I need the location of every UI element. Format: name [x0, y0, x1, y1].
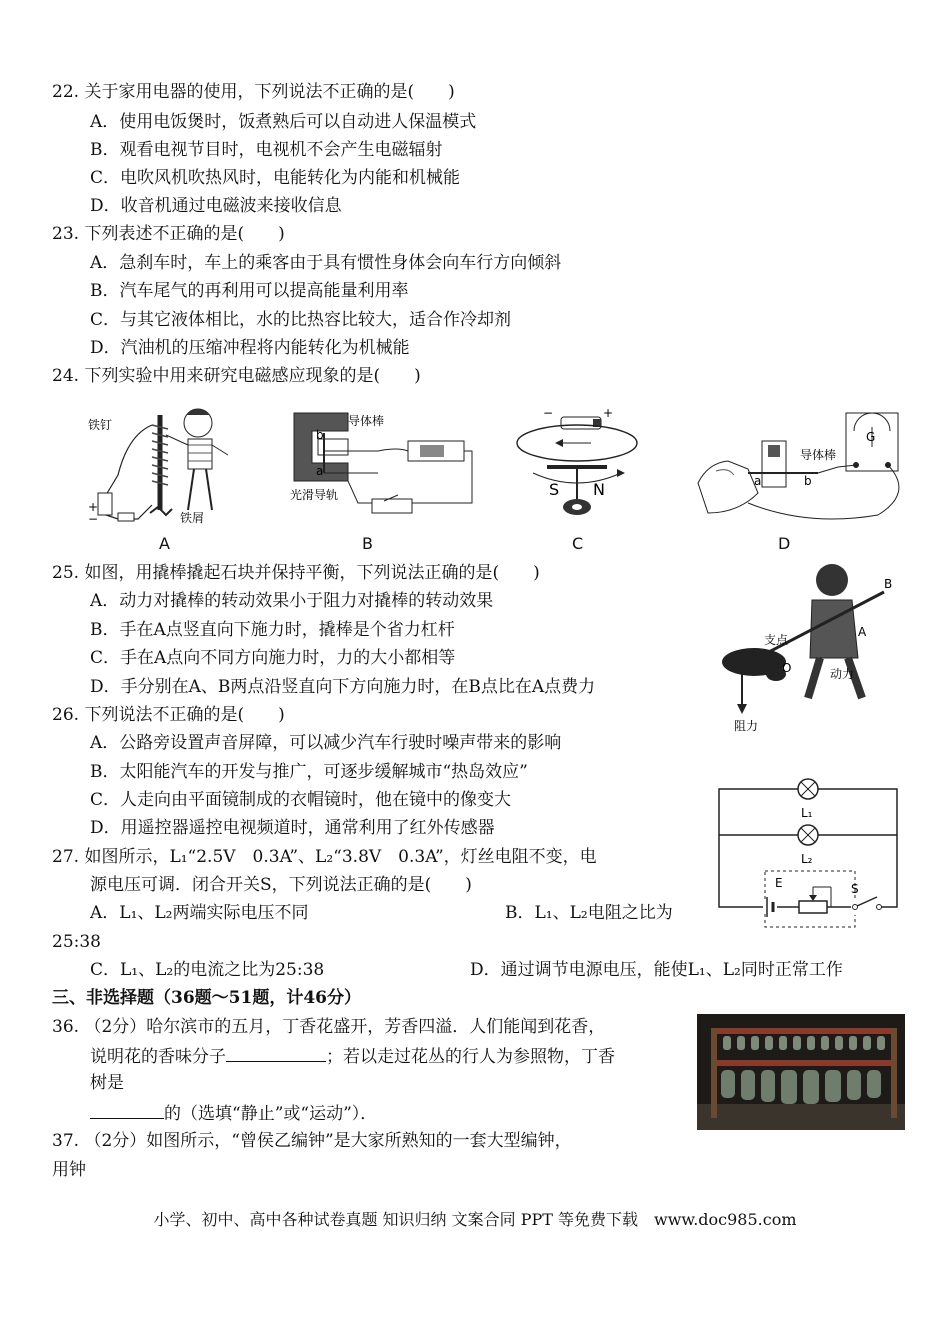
q24-a-filings-label: 铁屑 [180, 511, 205, 525]
q36-line3: 树是 [90, 1073, 124, 1093]
q36-line4-text: 的（选填“静止”或“运动”）． [164, 1104, 378, 1124]
q27-option-a: A．L₁、L₂两端实际电压不同 [90, 903, 309, 923]
svg-text:+: + [603, 406, 614, 420]
q23-option-c: C．与其它液体相比，水的比热容比较大，适合作冷却剂 [90, 310, 512, 330]
q25-lever-figure [712, 558, 902, 738]
q36-line1: 36. （2分）哈尔滨市的五月，丁香花盛开，芳香四溢．人们能闻到花香， [52, 1017, 606, 1037]
q27-s-label: S [851, 882, 859, 896]
q27-option-b: B．L₁、L₂电阻之比为 [505, 903, 673, 923]
page-footer: 小学、初中、高中各种试卷真题 知识归纳 文案合同 PPT 等免费下载 www.doc985.com [153, 1210, 797, 1229]
svg-text:−: − [88, 512, 99, 526]
q37-line2: 用钟 [52, 1160, 86, 1180]
q25-point-o: O [782, 661, 792, 675]
q24-label-b: B [362, 534, 373, 553]
bianzhong-bells-photo [697, 1014, 905, 1130]
svg-text:N: N [593, 480, 605, 499]
svg-text:+: + [88, 500, 99, 514]
q26-option-a: A．公路旁设置声音屏障，可以减少汽车行驶时噪声带来的影响 [90, 733, 562, 753]
svg-text:a: a [316, 464, 324, 478]
q27-option-c: C．L₁、L₂的电流之比为25:38 [90, 960, 325, 980]
svg-text:G: G [866, 430, 876, 444]
q23-option-d: D．汽油机的压缩冲程将内能转化为机械能 [90, 338, 410, 358]
q27-l1-label: L₁ [801, 806, 813, 820]
q24-figure-a [88, 395, 248, 530]
svg-text:a: a [754, 474, 762, 488]
q25-option-a: A．动力对撬棒的转动效果小于阻力对撬棒的转动效果 [90, 591, 494, 611]
svg-text:−: − [543, 406, 554, 420]
svg-text:b: b [804, 474, 812, 488]
q25-option-d: D．手分别在A、B两点沿竖直向下方向施力时，在B点比在A点费力 [90, 677, 596, 697]
q37-line1: 37. （2分）如图所示，“曾侯乙编钟”是大家所熟知的一套大型编钟， [52, 1131, 572, 1151]
q25-point-b: B [884, 577, 893, 591]
q36-line2 [90, 1045, 615, 1067]
q27-circuit-figure [713, 775, 903, 935]
section-3-heading: 三、非选择题（36题～51题，计46分） [52, 988, 361, 1008]
q36-line2-part2: ；若以走过花丛的行人为参照物，丁香 [326, 1047, 615, 1067]
q36-line2-part1: 说明花的香味分子 [90, 1047, 226, 1067]
q22-option-b: B．观看电视节目时，电视机不会产生电磁辐射 [90, 140, 443, 160]
q24-label-c: C [572, 534, 584, 553]
q26-option-c: C．人走向由平面镜制成的衣帽镜时，他在镜中的像变大 [90, 790, 512, 810]
q27-stem-line1: 27. 如图所示，L₁“2.5V 0.3A”、L₂“3.8V 0.3A”，灯丝电阻不变，电 [52, 847, 597, 867]
q27-option-b-cont: 25:38 [52, 932, 101, 952]
q25-option-c: C．手在A点向不同方向施力时，力的大小都相等 [90, 648, 456, 668]
q26-option-d: D．用遥控器遥控电视频道时，通常利用了红外传感器 [90, 818, 495, 838]
q26-option-b: B．太阳能汽车的开发与推广，可逐步缓解城市“热岛效应” [90, 762, 528, 782]
q24-label-a: A [159, 534, 170, 553]
q27-e-label: E [775, 876, 783, 890]
q24-figure-c [513, 403, 643, 528]
svg-text:b: b [316, 428, 324, 442]
q25-resistance-label: 阻力 [734, 719, 759, 733]
q24-stem: 24. 下列实验中用来研究电磁感应现象的是( ) [52, 366, 421, 386]
q23-option-a: A．急刹车时，车上的乘客由于具有惯性身体会向车行方向倾斜 [90, 253, 562, 273]
q36-blank-2[interactable] [90, 1102, 164, 1119]
q27-option-d: D．通过调节电源电压，能使L₁、L₂同时正常工作 [470, 960, 843, 980]
q25-option-b: B．手在A点竖直向下施力时，撬棒是个省力杠杆 [90, 620, 455, 640]
q22-option-d: D．收音机通过电磁波来接收信息 [90, 196, 342, 216]
q25-stem: 25. 如图，用撬棒撬起石块并保持平衡，下列说法正确的是( ) [52, 563, 540, 583]
q24-d-rod-label: 导体棒 [800, 448, 837, 462]
q24-label-d: D [778, 534, 791, 553]
q25-effort-label: 动力 [830, 667, 855, 681]
svg-text:S: S [549, 480, 560, 499]
q24-a-nail-label: 铁钉 [88, 418, 113, 432]
q24-figure-d [688, 403, 918, 528]
q36-blank-1[interactable] [226, 1045, 326, 1062]
q27-l2-label: L₂ [801, 852, 813, 866]
q36-line4 [90, 1102, 377, 1124]
q24-figure-b [288, 403, 478, 528]
q24-b-rail-label: 光滑导轨 [290, 488, 339, 502]
q27-stem-line2: 源电压可调．闭合开关S，下列说法正确的是( ) [90, 875, 472, 895]
q25-fulcrum-label: 支点 [764, 633, 789, 647]
q26-stem: 26. 下列说法不正确的是( ) [52, 705, 285, 725]
q22-option-a: A．使用电饭煲时，饭煮熟后可以自动进人保温模式 [90, 112, 477, 132]
q24-b-rod-label: 导体棒 [348, 414, 385, 428]
q23-option-b: B．汽车尾气的再利用可以提高能量利用率 [90, 281, 409, 301]
q22-stem: 22. 关于家用电器的使用，下列说法不正确的是( ) [52, 82, 455, 102]
q25-point-a: A [858, 625, 867, 639]
q22-option-c: C．电吹风机吹热风时，电能转化为内能和机械能 [90, 168, 461, 188]
q23-stem: 23. 下列表述不正确的是( ) [52, 224, 285, 244]
